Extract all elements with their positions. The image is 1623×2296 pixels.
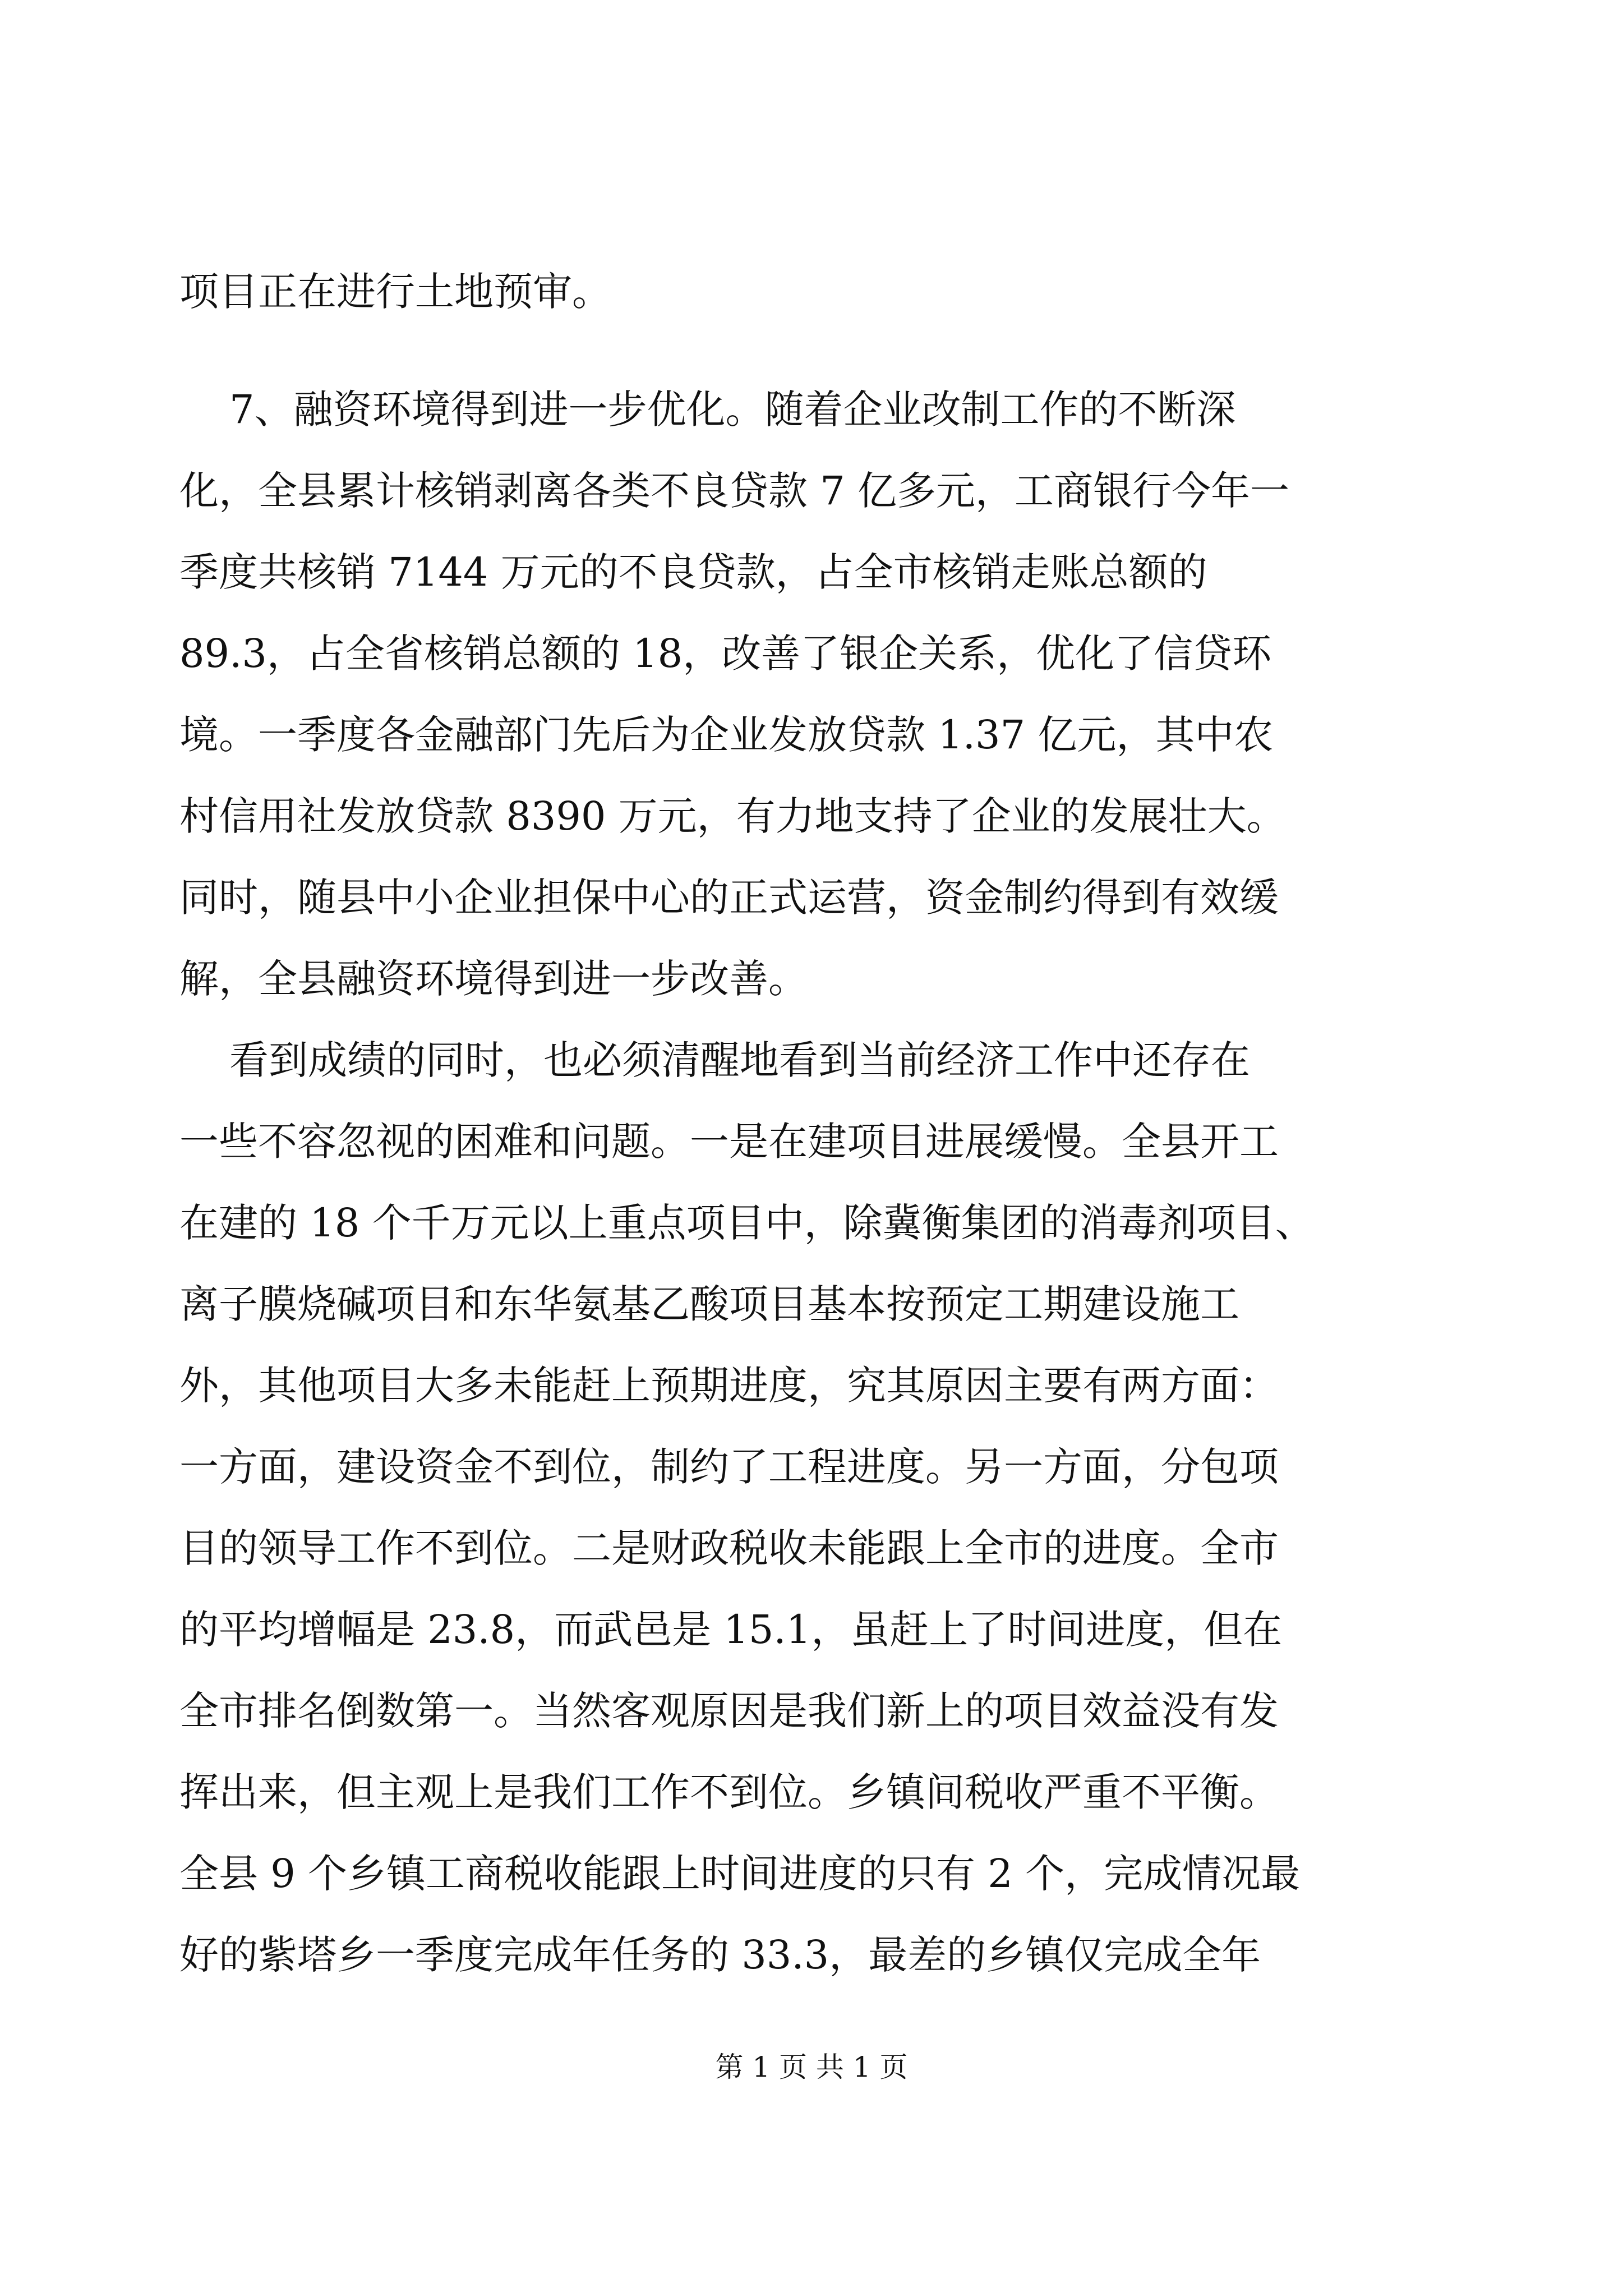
page-footer: 第 1 页 共 1 页	[715, 2051, 908, 2083]
text-line-1: 项目正在进行土地预审。	[179, 269, 611, 315]
text-line-5: 89.3，占全省核销总额的 18，改善了银企关系，优化了信贷环	[179, 631, 1272, 677]
text-line-9: 解，全县融资环境得到进一步改善。	[179, 956, 808, 1002]
text-line-20: 全县 9 个乡镇工商税收能跟上时间进度的只有 2 个，完成情况最	[179, 1851, 1301, 1897]
text-line-7: 村信用社发放贷款 8390 万元，有力地支持了企业的发展壮大。	[179, 793, 1286, 839]
text-line-6: 境。一季度各金融部门先后为企业发放贷款 1.37 亿元，其中农	[179, 712, 1274, 758]
text-line-10: 看到成绩的同时，也必须清醒地看到当前经济工作中还存在	[179, 1037, 1251, 1083]
text-line-13: 离子膜烧碱项目和东华氨基乙酸项目基本按预定工期建设施工	[179, 1281, 1239, 1327]
text-line-14: 外，其他项目大多未能赶上预期进度，究其原因主要有两方面：	[179, 1363, 1279, 1409]
text-line-3: 化，全县累计核销剥离各类不良贷款 7 亿多元，工商银行今年一	[179, 468, 1290, 514]
text-line-19: 挥出来，但主观上是我们工作不到位。乡镇间税收严重不平衡。	[179, 1769, 1279, 1815]
text-line-21: 好的紫塔乡一季度完成年任务的 33.3，最差的乡镇仅完成全年	[179, 1932, 1261, 1978]
text-line-11: 一些不容忽视的困难和问题。一是在建项目进展缓慢。全县开工	[179, 1119, 1279, 1165]
text-line-4: 季度共核销 7144 万元的不良贷款，占全市核销走账总额的	[179, 549, 1207, 595]
text-line-12: 在建的 18 个千万元以上重点项目中，除冀衡集团的消毒剂项目、	[179, 1200, 1315, 1246]
text-line-18: 全市排名倒数第一。当然客观原因是我们新上的项目效益没有发	[179, 1688, 1279, 1734]
text-line-15: 一方面，建设资金不到位，制约了工程进度。另一方面，分包项	[179, 1444, 1279, 1490]
text-line-16: 目的领导工作不到位。二是财政税收未能跟上全市的进度。全市	[179, 1525, 1279, 1571]
text-line-2: 7、融资环境得到进一步优化。随着企业改制工作的不断深	[179, 386, 1236, 432]
text-line-17: 的平均增幅是 23.8，而武邑是 15.1，虽赶上了时间进度，但在	[179, 1607, 1283, 1653]
text-line-8: 同时，随县中小企业担保中心的正式运营，资金制约得到有效缓	[179, 875, 1279, 921]
